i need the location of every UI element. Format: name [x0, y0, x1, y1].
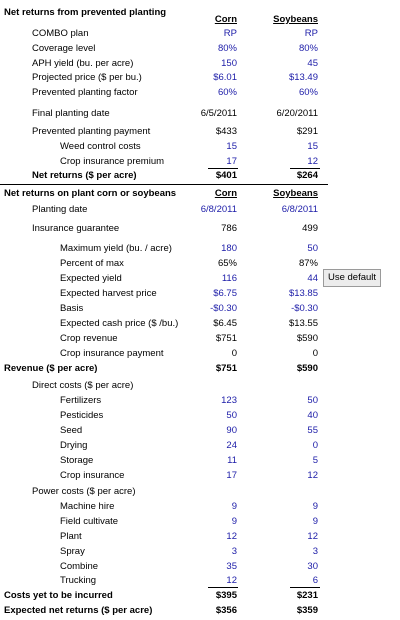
corn-value[interactable]: 12 [226, 575, 237, 586]
table-row [0, 603, 400, 618]
table-row [0, 588, 400, 603]
soy-value[interactable]: 9 [312, 501, 318, 512]
corn-value[interactable]: 15 [226, 141, 237, 152]
row-label: Direct costs ($ per acre) [32, 380, 134, 391]
corn-value[interactable]: 90 [226, 425, 237, 436]
row-label: Weed control costs [60, 141, 141, 152]
corn-value[interactable]: RP [223, 28, 237, 39]
soy-value[interactable]: 3 [312, 546, 318, 557]
row-label: Fertilizers [60, 395, 102, 406]
table-row [0, 70, 400, 85]
soy-value[interactable]: 50 [307, 395, 318, 406]
corn-value: $356 [215, 605, 237, 616]
section2-header-row [0, 186, 400, 201]
soy-value: $291 [296, 126, 318, 137]
soy-value: $359 [296, 605, 318, 616]
row-label: Power costs ($ per acre) [32, 486, 136, 497]
soy-value[interactable]: 5 [312, 455, 318, 466]
row-label: Projected price ($ per bu.) [32, 72, 142, 83]
corn-value[interactable]: 180 [221, 243, 237, 254]
row-label: Expected yield [60, 273, 122, 284]
table-row [0, 124, 400, 139]
corn-value[interactable]: $6.01 [213, 72, 237, 83]
table-row [0, 484, 400, 499]
row-label: Maximum yield (bu. / acre) [60, 243, 172, 254]
corn-value[interactable]: 116 [221, 273, 237, 284]
corn-value[interactable]: 60% [217, 87, 237, 98]
corn-value[interactable]: 11 [227, 455, 237, 466]
soy-value[interactable]: $13.85 [288, 288, 318, 299]
table-row [0, 139, 400, 154]
corn-value: 6/5/2011 [200, 108, 237, 119]
section2-corn-header: Corn [214, 188, 237, 199]
row-label: Seed [60, 425, 83, 436]
corn-value[interactable]: 150 [221, 58, 237, 69]
corn-value[interactable]: 9 [231, 516, 237, 527]
section1-col-headers [0, 12, 400, 27]
row-label: Net returns ($ per acre) [32, 170, 137, 181]
corn-value[interactable]: $6.75 [213, 288, 237, 299]
corn-value[interactable]: 17 [226, 156, 237, 167]
table-row [0, 393, 400, 408]
table-row [0, 423, 400, 438]
row-label: Trucking [60, 575, 97, 586]
row-label: Revenue ($ per acre) [4, 363, 98, 374]
table-row [0, 408, 400, 423]
row-label: Percent of max [60, 258, 124, 269]
soy-value: $590 [296, 333, 318, 344]
table-row [0, 438, 400, 453]
corn-value[interactable]: 12 [226, 531, 237, 542]
corn-value: $401 [215, 170, 237, 181]
corn-value[interactable]: 123 [221, 395, 237, 406]
table-row [0, 331, 400, 346]
section1-soy-header: Soybeans [273, 14, 318, 25]
row-label: Drying [60, 440, 88, 451]
row-label: Crop revenue [60, 333, 118, 344]
row-label: Prevented planting payment [32, 126, 151, 137]
soy-value: $264 [296, 170, 318, 181]
table-row [0, 221, 400, 236]
corn-value: $433 [215, 126, 237, 137]
row-label: APH yield (bu. per acre) [32, 58, 134, 69]
row-label: Pesticides [60, 410, 104, 421]
soy-value: $231 [296, 590, 318, 601]
table-row [0, 106, 400, 121]
row-label: Expected harvest price [60, 288, 157, 299]
table-row [0, 301, 400, 316]
corn-value: $751 [215, 333, 237, 344]
row-label: Prevented planting factor [32, 87, 138, 98]
row-label: Expected net returns ($ per acre) [4, 605, 153, 616]
row-label: Spray [60, 546, 85, 557]
table-row [0, 514, 400, 529]
row-label: Costs yet to be incurred [4, 590, 113, 601]
corn-value[interactable]: 6/8/2011 [200, 204, 237, 215]
soy-value: $13.55 [288, 318, 318, 329]
row-label: Plant [60, 531, 82, 542]
section1-title: Net returns from prevented planting [4, 7, 167, 18]
use-default-button[interactable]: Use default [323, 269, 381, 287]
soy-value[interactable]: 0 [312, 440, 318, 451]
corn-value[interactable]: 17 [226, 470, 237, 481]
soy-value: 87% [298, 258, 318, 269]
corn-value: 65% [217, 258, 237, 269]
soy-value[interactable]: 15 [307, 141, 318, 152]
soy-value[interactable]: 50 [307, 243, 318, 254]
table-row [0, 468, 400, 483]
soy-value[interactable]: 12 [307, 531, 318, 542]
corn-value[interactable]: 80% [217, 43, 237, 54]
soy-value[interactable]: 45 [307, 58, 318, 69]
row-label: Combine [60, 561, 99, 572]
section2-soy-header: Soybeans [273, 188, 318, 199]
soy-value[interactable]: 12 [307, 470, 318, 481]
corn-value: $395 [215, 590, 237, 601]
soy-value[interactable]: 60% [298, 87, 318, 98]
soy-value[interactable]: RP [304, 28, 318, 39]
row-label: Coverage level [32, 43, 96, 54]
table-row [0, 559, 400, 574]
row-label: Insurance guarantee [32, 223, 120, 234]
row-label: Basis [60, 303, 84, 314]
row-label: Field cultivate [60, 516, 119, 527]
table-row [0, 168, 400, 183]
soy-value[interactable]: 55 [307, 425, 318, 436]
table-row [0, 544, 400, 559]
table-row [0, 573, 400, 588]
table-row [0, 202, 400, 217]
table-row [0, 346, 400, 361]
soy-value: 499 [302, 223, 318, 234]
row-label: Crop insurance payment [60, 348, 164, 359]
row-label: Storage [60, 455, 94, 466]
row-label: Expected cash price ($ /bu.) [60, 318, 179, 329]
soy-value: $590 [296, 363, 318, 374]
corn-value[interactable]: 9 [231, 501, 237, 512]
section2-title: Net returns on plant corn or soybeans [4, 188, 177, 199]
corn-value: 0 [231, 348, 237, 359]
corn-value[interactable]: 3 [231, 546, 237, 557]
corn-value[interactable]: 24 [226, 440, 237, 451]
table-row [0, 56, 400, 71]
row-label: Final planting date [32, 108, 110, 119]
soy-value[interactable]: 9 [312, 516, 318, 527]
row-label: Machine hire [60, 501, 115, 512]
soy-value[interactable]: 40 [307, 410, 318, 421]
row-label: COMBO plan [32, 28, 89, 39]
table-row [0, 361, 400, 376]
soy-value[interactable]: 6/8/2011 [281, 204, 318, 215]
soy-value: 6/20/2011 [276, 108, 318, 119]
soy-value[interactable]: $13.49 [288, 72, 318, 83]
table-row [0, 26, 400, 41]
table-row [0, 378, 400, 393]
section1-corn-header: Corn [214, 14, 237, 25]
table-row [0, 499, 400, 514]
corn-value[interactable]: 35 [226, 561, 237, 572]
table-row [0, 154, 400, 169]
table-row [0, 316, 400, 331]
soy-value: 0 [312, 348, 318, 359]
soy-value[interactable]: 80% [298, 43, 318, 54]
soy-value[interactable]: 12 [307, 156, 318, 167]
soy-value[interactable]: -$0.30 [291, 303, 318, 314]
row-label: Crop insurance premium [60, 156, 165, 167]
table-row [0, 453, 400, 468]
corn-value: $6.45 [213, 318, 237, 329]
corn-value[interactable]: 50 [226, 410, 237, 421]
soy-value[interactable]: 6 [312, 575, 318, 586]
soy-value[interactable]: 44 [307, 273, 318, 284]
section-divider [0, 184, 328, 185]
table-row [0, 529, 400, 544]
corn-value[interactable]: -$0.30 [210, 303, 237, 314]
table-row [0, 286, 400, 301]
row-label: Crop insurance [60, 470, 125, 481]
row-label: Planting date [32, 204, 88, 215]
soy-value[interactable]: 30 [307, 561, 318, 572]
table-row [0, 41, 400, 56]
table-row [0, 241, 400, 256]
table-row [0, 85, 400, 100]
corn-value: $751 [215, 363, 237, 374]
corn-value: 786 [221, 223, 237, 234]
